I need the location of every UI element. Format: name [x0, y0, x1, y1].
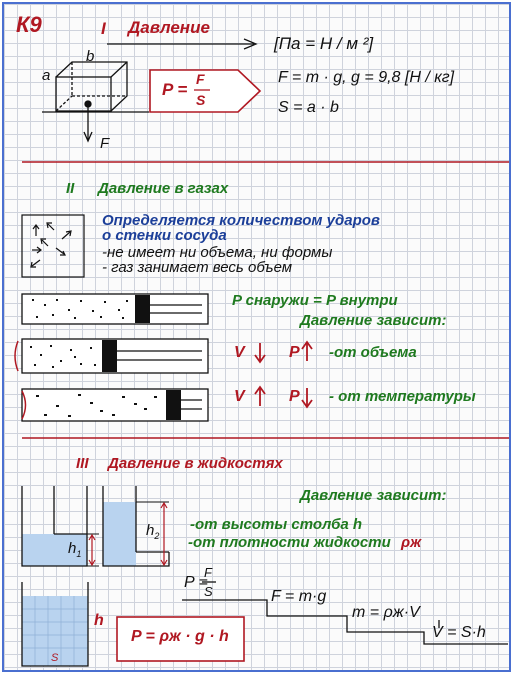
label-force: F: [100, 135, 110, 152]
piston-cylinder-1: [22, 294, 208, 324]
pressure-equal: P снаружи = P внутри: [232, 292, 398, 309]
liquid-dep2: -от плотности жидкости: [188, 534, 391, 551]
force-formula: F = m · g, g = 9,8 [Н / кг]: [278, 69, 455, 86]
deriv-numerator: F: [204, 565, 212, 580]
section2-title: Давление в газах: [98, 180, 229, 197]
rho-density-symbol: ρж: [401, 534, 422, 551]
height-h: h: [94, 612, 104, 629]
final-formula: P = ρж · g · h: [131, 628, 229, 645]
liquid-depends-heading: Давление зависит:: [300, 487, 447, 504]
box-diagram: [42, 62, 149, 141]
deriv-volume: V = S·h: [432, 624, 486, 641]
label-b: b: [86, 48, 95, 65]
liquid-vessel-1: [22, 486, 99, 566]
arrows-row-2: [255, 387, 312, 407]
deriv-p-lhs: P =: [184, 574, 208, 591]
row2-p: P: [289, 388, 300, 405]
deriv-force: F = m·g: [271, 588, 327, 605]
worksheet-card: [2, 2, 511, 672]
section3-numeral: III: [76, 455, 89, 472]
pressure-unit: [Па = Н / м ²]: [274, 34, 374, 53]
gas-text-line2: о стенки сосуда: [102, 227, 227, 244]
formula-denominator: S: [196, 92, 206, 108]
arrows-row-1: [255, 342, 312, 362]
height-h1: $h_1$: [68, 540, 82, 559]
drawings-layer: [4, 4, 511, 672]
formula-numerator: F: [196, 71, 205, 87]
row2-v: V: [234, 388, 245, 405]
gas-molecules-box: [22, 215, 84, 277]
gas-text-line1: Определяется количеством ударов: [102, 212, 380, 229]
piston-cylinder-2: [15, 339, 208, 373]
section2-numeral: II: [66, 180, 75, 197]
formula-p-lhs: P =: [162, 80, 188, 99]
deriv-mass: m = ρж·V: [352, 604, 420, 621]
row1-v: V: [234, 344, 245, 361]
row1-text: -от объема: [329, 344, 417, 361]
liquid-dep1: -от высоты столба h: [190, 516, 363, 533]
section1-title: Давление: [128, 18, 210, 37]
piston-cylinder-3: [22, 389, 208, 421]
row1-p: P: [289, 344, 300, 361]
gas-text-line4: - газ занимает весь объем: [102, 259, 293, 276]
height-h2: $h_2$: [146, 522, 160, 541]
gas-text-line3: -не имеет ни объема, ни формы: [102, 244, 333, 261]
section1-numeral: I: [101, 19, 106, 38]
card-id: К9: [16, 12, 42, 37]
area-s-label: S: [51, 652, 59, 664]
gas-depends-heading: Давление зависит:: [300, 312, 447, 329]
area-formula: S = a · b: [278, 99, 339, 116]
label-a: a: [42, 67, 51, 84]
row2-text: - от температуры: [329, 388, 476, 405]
section3-title: Давление в жидкостях: [108, 455, 283, 472]
deriv-denominator: S: [204, 584, 213, 599]
